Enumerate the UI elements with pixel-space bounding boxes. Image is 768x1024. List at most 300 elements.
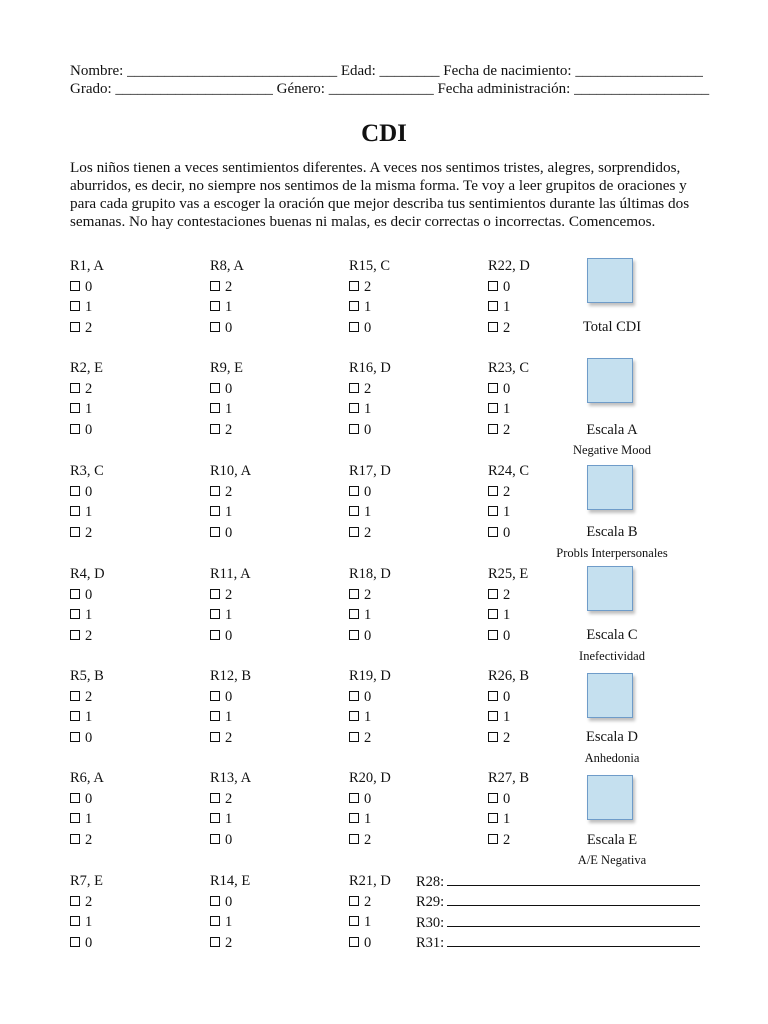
checkbox-icon[interactable] <box>210 527 220 537</box>
question-label: R6, A <box>70 770 104 786</box>
option-value: 2 <box>85 831 93 848</box>
score-sublabel: Negative Mood <box>572 443 652 457</box>
question-label: R4, D <box>70 566 105 582</box>
answer-option[interactable] <box>70 626 190 647</box>
option-value: 0 <box>85 586 93 603</box>
answer-option[interactable] <box>70 277 190 298</box>
question-label: R18, D <box>349 566 391 582</box>
answer-option[interactable] <box>210 523 330 544</box>
checkbox-icon[interactable] <box>70 424 80 434</box>
checkbox-icon[interactable] <box>70 937 80 947</box>
answer-option[interactable] <box>70 830 190 851</box>
score-box[interactable] <box>587 465 633 510</box>
checkbox-icon[interactable] <box>210 609 220 619</box>
option-value: 1 <box>85 709 93 726</box>
answer-underline[interactable] <box>447 932 700 947</box>
option-value: 0 <box>503 627 511 644</box>
option-value: 0 <box>503 688 511 705</box>
checkbox-icon[interactable] <box>210 691 220 701</box>
option-value: 2 <box>503 483 511 500</box>
checkbox-icon[interactable] <box>349 403 359 413</box>
checkbox-icon[interactable] <box>488 322 498 332</box>
checkbox-icon[interactable] <box>349 424 359 434</box>
option-value: 1 <box>225 607 233 624</box>
checkbox-icon[interactable] <box>349 609 359 619</box>
open-answer-line[interactable] <box>416 932 700 954</box>
question-item <box>70 256 190 338</box>
answer-option[interactable] <box>210 502 330 523</box>
option-value: 0 <box>85 278 93 295</box>
answer-option[interactable] <box>349 482 469 503</box>
answer-option[interactable] <box>70 809 190 830</box>
score-box[interactable] <box>587 566 633 611</box>
answer-option[interactable] <box>349 318 469 339</box>
question-item <box>70 768 190 850</box>
option-value: 1 <box>503 401 511 418</box>
option-value: 1 <box>85 504 93 521</box>
option-value: 0 <box>364 790 372 807</box>
checkbox-icon[interactable] <box>70 506 80 516</box>
answer-option[interactable] <box>349 789 469 810</box>
checkbox-icon[interactable] <box>70 383 80 393</box>
option-value: 1 <box>85 299 93 316</box>
option-value: 0 <box>364 934 372 951</box>
question-label: R16, D <box>349 360 391 376</box>
answer-option[interactable] <box>210 687 330 708</box>
checkbox-icon[interactable] <box>70 281 80 291</box>
question-item <box>349 256 469 338</box>
option-value: 2 <box>364 524 372 541</box>
score-sublabel: A/E Negativa <box>577 853 647 867</box>
checkbox-icon[interactable] <box>349 916 359 926</box>
checkbox-icon[interactable] <box>488 301 498 311</box>
checkbox-icon[interactable] <box>349 383 359 393</box>
question-item <box>210 358 330 440</box>
option-value: 1 <box>85 914 93 931</box>
question-label: R5, B <box>70 668 104 684</box>
answer-option[interactable] <box>210 728 330 749</box>
checkbox-icon[interactable] <box>70 896 80 906</box>
checkbox-icon[interactable] <box>488 834 498 844</box>
checkbox-icon[interactable] <box>349 486 359 496</box>
answer-option[interactable] <box>349 502 469 523</box>
option-value: 1 <box>503 607 511 624</box>
option-value: 0 <box>364 483 372 500</box>
answer-option[interactable] <box>349 626 469 647</box>
open-answer-label: R28: <box>416 874 445 890</box>
option-value: 0 <box>225 688 233 705</box>
answer-option[interactable] <box>70 687 190 708</box>
answer-option[interactable] <box>70 318 190 339</box>
answer-option[interactable] <box>349 728 469 749</box>
answer-option[interactable] <box>70 892 190 913</box>
checkbox-icon[interactable] <box>488 383 498 393</box>
answer-option[interactable] <box>210 912 330 933</box>
checkbox-icon[interactable] <box>70 711 80 721</box>
answer-option[interactable] <box>70 707 190 728</box>
answer-option[interactable] <box>210 830 330 851</box>
answer-option[interactable] <box>70 420 190 441</box>
checkbox-icon[interactable] <box>349 711 359 721</box>
question-label: R9, E <box>210 360 244 376</box>
question-label: R7, E <box>70 873 104 889</box>
answer-option[interactable] <box>70 399 190 420</box>
option-value: 2 <box>364 893 372 910</box>
question-item <box>349 564 469 646</box>
option-value: 0 <box>225 319 233 336</box>
answer-option[interactable] <box>210 585 330 606</box>
answer-option[interactable] <box>210 892 330 913</box>
option-value: 2 <box>503 319 511 336</box>
checkbox-icon[interactable] <box>210 834 220 844</box>
answer-option[interactable] <box>210 809 330 830</box>
answer-option[interactable] <box>70 728 190 749</box>
option-value: 1 <box>225 914 233 931</box>
answer-option[interactable] <box>349 399 469 420</box>
question-label: R23, C <box>488 360 530 376</box>
option-value: 1 <box>503 811 511 828</box>
question-label: R27, B <box>488 770 530 786</box>
question-label: R10, A <box>210 463 252 479</box>
option-value: 1 <box>85 401 93 418</box>
option-value: 2 <box>503 729 511 746</box>
answer-option[interactable] <box>349 585 469 606</box>
checkbox-icon[interactable] <box>210 732 220 742</box>
header-line-1[interactable]: Nombre: ____________________________ Edad: ________ Fecha de nacimiento: _________________ <box>70 63 703 79</box>
answer-option[interactable] <box>349 420 469 441</box>
option-value: 1 <box>225 504 233 521</box>
option-value: 0 <box>85 729 93 746</box>
question-item <box>210 666 330 748</box>
score-label: Escala A <box>586 422 638 438</box>
question-label: R11, A <box>210 566 251 582</box>
answer-option[interactable] <box>70 585 190 606</box>
question-item <box>70 871 190 953</box>
checkbox-icon[interactable] <box>210 711 220 721</box>
answer-underline[interactable] <box>447 912 700 927</box>
open-answer-line[interactable] <box>416 871 700 893</box>
checkbox-icon[interactable] <box>210 813 220 823</box>
answer-option[interactable] <box>70 523 190 544</box>
checkbox-icon[interactable] <box>488 403 498 413</box>
open-answer-label: R29: <box>416 894 445 910</box>
answer-option[interactable] <box>70 912 190 933</box>
score-label: Escala C <box>586 627 638 643</box>
question-label: R20, D <box>349 770 391 786</box>
answer-option[interactable] <box>210 379 330 400</box>
checkbox-icon[interactable] <box>349 630 359 640</box>
option-value: 0 <box>364 319 372 336</box>
checkbox-icon[interactable] <box>349 732 359 742</box>
option-value: 2 <box>225 934 233 951</box>
answer-option[interactable] <box>210 399 330 420</box>
option-value: 1 <box>85 811 93 828</box>
checkbox-icon[interactable] <box>70 322 80 332</box>
option-value: 2 <box>225 729 233 746</box>
score-box[interactable] <box>587 258 633 303</box>
option-value: 0 <box>85 934 93 951</box>
option-value: 0 <box>225 524 233 541</box>
checkbox-icon[interactable] <box>210 896 220 906</box>
answer-option[interactable] <box>210 482 330 503</box>
option-value: 2 <box>85 893 93 910</box>
option-value: 1 <box>503 299 511 316</box>
answer-option[interactable] <box>210 277 330 298</box>
checkbox-icon[interactable] <box>210 301 220 311</box>
option-value: 2 <box>225 586 233 603</box>
option-value: 1 <box>503 709 511 726</box>
checkbox-icon[interactable] <box>349 281 359 291</box>
score-sublabel: Inefectividad <box>579 649 645 663</box>
open-answer-label: R30: <box>416 915 445 931</box>
answer-option[interactable] <box>210 707 330 728</box>
question-item <box>70 358 190 440</box>
checkbox-icon[interactable] <box>210 916 220 926</box>
answer-option[interactable] <box>210 626 330 647</box>
checkbox-icon[interactable] <box>210 486 220 496</box>
question-label: R2, E <box>70 360 104 376</box>
score-label: Total CDI <box>582 319 642 335</box>
option-value: 1 <box>503 504 511 521</box>
checkbox-icon[interactable] <box>70 813 80 823</box>
option-value: 0 <box>364 688 372 705</box>
option-value: 2 <box>364 831 372 848</box>
option-value: 0 <box>364 421 372 438</box>
option-value: 0 <box>85 421 93 438</box>
checkbox-icon[interactable] <box>349 322 359 332</box>
open-answer-label: R31: <box>416 935 445 951</box>
question-item <box>210 768 330 850</box>
checkbox-icon[interactable] <box>349 691 359 701</box>
checkbox-icon[interactable] <box>70 301 80 311</box>
option-value: 2 <box>85 524 93 541</box>
checkbox-icon[interactable] <box>488 486 498 496</box>
checkbox-icon[interactable] <box>210 506 220 516</box>
checkbox-icon[interactable] <box>70 834 80 844</box>
checkbox-icon[interactable] <box>210 322 220 332</box>
option-value: 2 <box>225 790 233 807</box>
question-item <box>70 666 190 748</box>
score-label: Escala E <box>586 832 638 848</box>
option-value: 0 <box>225 893 233 910</box>
question-label: R12, B <box>210 668 252 684</box>
answer-underline[interactable] <box>447 871 700 886</box>
option-value: 2 <box>85 688 93 705</box>
option-value: 2 <box>225 483 233 500</box>
option-value: 1 <box>225 401 233 418</box>
answer-option[interactable] <box>349 605 469 626</box>
header-line-2[interactable]: Grado: _____________________ Género: ______________ Fecha administración: __________________ <box>70 81 710 97</box>
question-label: R24, C <box>488 463 530 479</box>
checkbox-icon[interactable] <box>488 691 498 701</box>
option-value: 0 <box>503 524 511 541</box>
answer-option[interactable] <box>210 297 330 318</box>
option-value: 2 <box>364 380 372 397</box>
option-value: 0 <box>225 380 233 397</box>
answer-option[interactable] <box>349 687 469 708</box>
checkbox-icon[interactable] <box>210 937 220 947</box>
score-label: Escala B <box>586 524 638 540</box>
question-label: R3, C <box>70 463 104 479</box>
option-value: 0 <box>364 627 372 644</box>
checkbox-icon[interactable] <box>488 506 498 516</box>
answer-option[interactable] <box>210 420 330 441</box>
option-value: 2 <box>85 319 93 336</box>
answer-option[interactable] <box>210 933 330 954</box>
checkbox-icon[interactable] <box>210 424 220 434</box>
checkbox-icon[interactable] <box>349 793 359 803</box>
checkbox-icon[interactable] <box>210 630 220 640</box>
answer-option[interactable] <box>210 789 330 810</box>
option-value: 1 <box>364 811 372 828</box>
answer-option[interactable] <box>70 297 190 318</box>
checkbox-icon[interactable] <box>210 793 220 803</box>
checkbox-icon[interactable] <box>70 486 80 496</box>
option-value: 2 <box>364 729 372 746</box>
option-value: 0 <box>85 790 93 807</box>
checkbox-icon[interactable] <box>349 937 359 947</box>
answer-option[interactable] <box>70 933 190 954</box>
option-value: 0 <box>503 278 511 295</box>
option-value: 1 <box>364 299 372 316</box>
question-item <box>349 358 469 440</box>
checkbox-icon[interactable] <box>488 813 498 823</box>
answer-option[interactable] <box>70 605 190 626</box>
checkbox-icon[interactable] <box>488 527 498 537</box>
answer-option[interactable] <box>70 379 190 400</box>
option-value: 2 <box>85 627 93 644</box>
question-item <box>70 461 190 543</box>
option-value: 0 <box>225 831 233 848</box>
question-item <box>210 564 330 646</box>
option-value: 0 <box>225 627 233 644</box>
question-label: R13, A <box>210 770 252 786</box>
question-label: R26, B <box>488 668 530 684</box>
question-item <box>70 564 190 646</box>
checkbox-icon[interactable] <box>488 732 498 742</box>
answer-option[interactable] <box>349 379 469 400</box>
open-answer-line[interactable] <box>416 912 700 934</box>
checkbox-icon[interactable] <box>70 527 80 537</box>
question-label: R8, A <box>210 258 244 274</box>
question-label: R1, A <box>70 258 104 274</box>
option-value: 2 <box>364 586 372 603</box>
question-label: R19, D <box>349 668 391 684</box>
option-value: 1 <box>364 504 372 521</box>
question-label: R15, C <box>349 258 391 274</box>
checkbox-icon[interactable] <box>349 589 359 599</box>
checkbox-icon[interactable] <box>349 834 359 844</box>
checkbox-icon[interactable] <box>210 383 220 393</box>
checkbox-icon[interactable] <box>349 896 359 906</box>
option-value: 2 <box>225 278 233 295</box>
question-item <box>349 666 469 748</box>
checkbox-icon[interactable] <box>210 589 220 599</box>
question-label: R21, D <box>349 873 391 889</box>
checkbox-icon[interactable] <box>349 301 359 311</box>
checkbox-icon[interactable] <box>488 424 498 434</box>
checkbox-icon[interactable] <box>349 506 359 516</box>
answer-option[interactable] <box>70 482 190 503</box>
checkbox-icon[interactable] <box>488 281 498 291</box>
option-value: 1 <box>364 709 372 726</box>
question-item <box>349 768 469 850</box>
score-box[interactable] <box>587 775 633 820</box>
option-value: 1 <box>225 299 233 316</box>
checkbox-icon[interactable] <box>488 630 498 640</box>
instructions-paragraph: Los niños tienen a veces sentimientos diferentes. A veces nos sentimos tristes, alegres, sorprendidos, aburridos, es decir, no siempre nos sentimos de la misma forma. Te voy a leer grupitos de oraciones y para cada grupito vas a escoger la oración que mejor describa tus sentimientos durante las últimas dos semanas. No hay contestaciones buenas ni malas, es decir correctas o incorrectas. Comencemos. <box>70 159 690 230</box>
score-label: Escala D <box>586 729 638 745</box>
question-item <box>210 256 330 338</box>
option-value: 2 <box>225 421 233 438</box>
option-value: 1 <box>364 914 372 931</box>
checkbox-icon[interactable] <box>70 691 80 701</box>
option-value: 1 <box>225 811 233 828</box>
checkbox-icon[interactable] <box>70 630 80 640</box>
question-label: R17, D <box>349 463 391 479</box>
answer-option[interactable] <box>349 830 469 851</box>
page-title: CDI <box>361 120 407 147</box>
checkbox-icon[interactable] <box>70 793 80 803</box>
checkbox-icon[interactable] <box>70 589 80 599</box>
answer-option[interactable] <box>349 277 469 298</box>
checkbox-icon[interactable] <box>349 527 359 537</box>
open-answer-line[interactable] <box>416 891 700 913</box>
answer-option[interactable] <box>349 523 469 544</box>
question-label: R14, E <box>210 873 251 889</box>
checkbox-icon[interactable] <box>70 403 80 413</box>
answer-option[interactable] <box>349 809 469 830</box>
question-item <box>210 871 330 953</box>
answer-option[interactable] <box>349 707 469 728</box>
question-item <box>349 461 469 543</box>
checkbox-icon[interactable] <box>70 609 80 619</box>
checkbox-icon[interactable] <box>488 711 498 721</box>
checkbox-icon[interactable] <box>70 916 80 926</box>
score-sublabel: Anhedonia <box>584 751 640 765</box>
option-value: 2 <box>503 831 511 848</box>
option-value: 0 <box>503 790 511 807</box>
answer-option[interactable] <box>70 502 190 523</box>
score-box[interactable] <box>587 673 633 718</box>
option-value: 0 <box>85 483 93 500</box>
checkbox-icon[interactable] <box>210 403 220 413</box>
checkbox-icon[interactable] <box>488 793 498 803</box>
score-sublabel: Probls Interpersonales <box>556 546 668 560</box>
option-value: 2 <box>364 278 372 295</box>
question-label: R25, E <box>488 566 529 582</box>
answer-option[interactable] <box>70 789 190 810</box>
checkbox-icon[interactable] <box>70 732 80 742</box>
option-value: 0 <box>503 380 511 397</box>
answer-option[interactable] <box>210 605 330 626</box>
question-label: R22, D <box>488 258 530 274</box>
option-value: 1 <box>364 607 372 624</box>
option-value: 2 <box>503 586 511 603</box>
answer-underline[interactable] <box>447 891 700 906</box>
option-value: 1 <box>364 401 372 418</box>
answer-option[interactable] <box>210 318 330 339</box>
option-value: 2 <box>85 380 93 397</box>
checkbox-icon[interactable] <box>349 813 359 823</box>
checkbox-icon[interactable] <box>210 281 220 291</box>
option-value: 1 <box>85 607 93 624</box>
score-box[interactable] <box>587 358 633 403</box>
answer-option[interactable] <box>349 297 469 318</box>
checkbox-icon[interactable] <box>488 589 498 599</box>
option-value: 2 <box>503 421 511 438</box>
checkbox-icon[interactable] <box>488 609 498 619</box>
